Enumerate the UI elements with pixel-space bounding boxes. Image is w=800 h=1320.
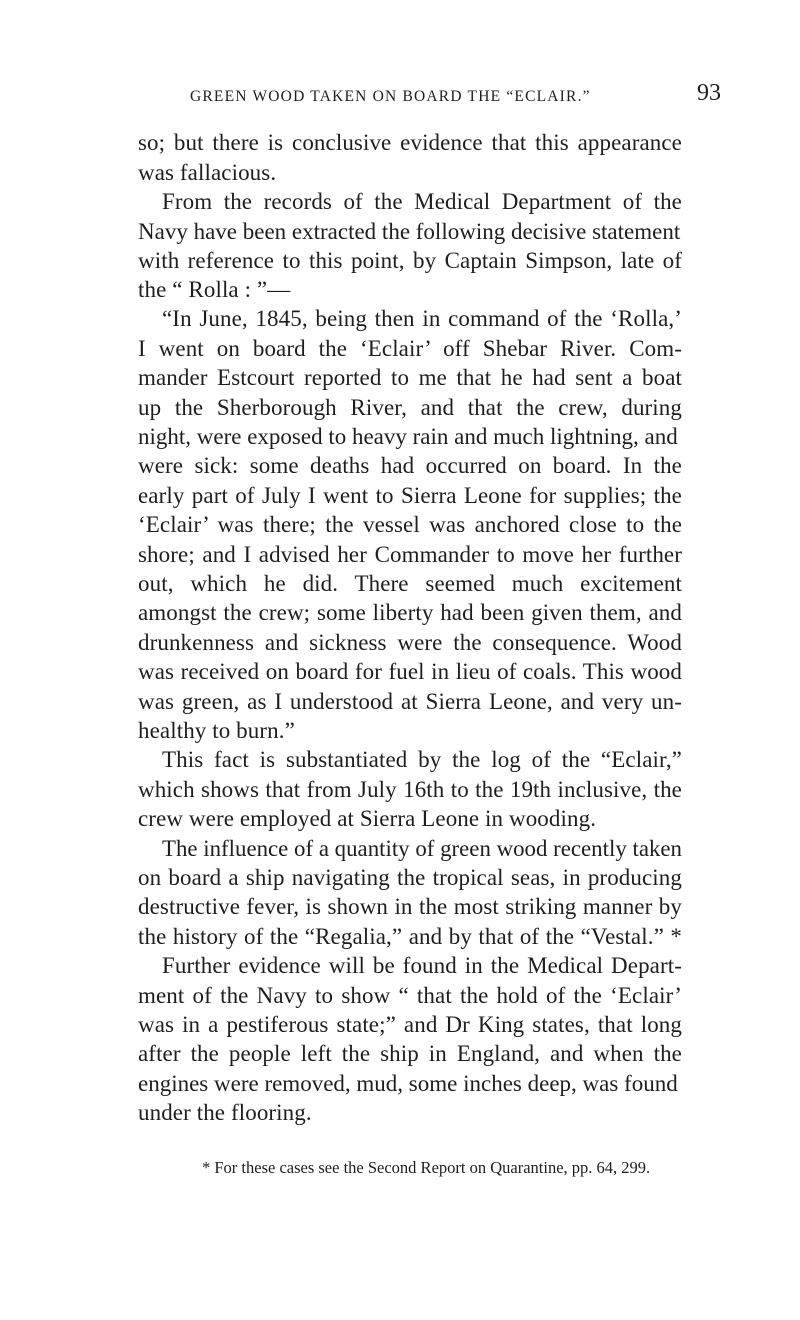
text-line: mander Estcourt reported to me that he had sent a boat (138, 365, 682, 390)
text-line: after the people left the ship in England, and when the (138, 1041, 682, 1066)
text-line: engines were removed, mud, some inches deep, was found (138, 1071, 678, 1096)
text-line: was green, as I understood at Sierra Leone, and very un- (138, 689, 682, 714)
text-line: ‘Eclair’ was there; the vessel was anchored close to the (138, 512, 682, 537)
text-line: was received on board for fuel in lieu of coals. This wood (138, 659, 682, 684)
text-line: night, were exposed to heavy rain and much lightning, and (138, 424, 678, 449)
text-line: healthy to burn.” (138, 718, 295, 743)
text-line: “In June, 1845, being then in command of the ‘Rolla,’ (162, 306, 682, 331)
text-line: was in a pestiferous state;” and Dr King states, that long (138, 1012, 682, 1037)
text-line: early part of July I went to Sierra Leone for supplies; the (138, 483, 682, 508)
text-line: was fallacious. (138, 160, 277, 185)
text-line: with reference to this point, by Captain Simpson, late of (138, 248, 682, 273)
text-line: out, which he did. There seemed much excitement (138, 571, 682, 596)
text-line: From the records of the Medical Department of the (162, 189, 682, 214)
page-number: 93 (697, 80, 721, 106)
text-line: Further evidence will be found in the Medical Depart- (162, 953, 682, 978)
text-line: the “ Rolla : ”— (138, 277, 291, 302)
text-line: on board a ship navigating the tropical seas, in producing (138, 865, 682, 890)
text-line: I went on board the ‘Eclair’ off Shebar River. Com- (138, 336, 682, 361)
text-line: were sick: some deaths had occurred on board. In the (138, 453, 682, 478)
text-line: crew were employed at Sierra Leone in wooding. (138, 806, 597, 831)
text-line: This fact is substantiated by the log of the “Eclair,” (162, 747, 682, 772)
text-line: drunkenness and sickness were the consequence. Wood (138, 630, 682, 655)
text-line: The influence of a quantity of green wood recently taken (162, 836, 682, 861)
text-line: Navy have been extracted the following decisive statement (138, 219, 681, 244)
text-line: destructive fever, is shown in the most striking manner by (138, 894, 682, 919)
text-line: shore; and I advised her Commander to move her further (138, 542, 682, 567)
footnote: * For these cases see the Second Report on Quarantine, pp. 64, 299. (202, 1158, 651, 1177)
text-line: so; but there is conclusive evidence that this appearance (138, 130, 682, 155)
running-header: GREEN WOOD TAKEN ON BOARD THE “ECLAIR.” (190, 88, 591, 105)
text-line: the history of the “Regalia,” and by that of the “Vestal.” * (138, 924, 682, 949)
text-line: which shows that from July 16th to the 19th inclusive, the (138, 777, 682, 802)
text-line: ment of the Navy to show “ that the hold of the ‘Eclair’ (138, 983, 682, 1008)
text-line: up the Sherborough River, and that the crew, during (138, 395, 682, 420)
text-line: under the flooring. (138, 1100, 312, 1125)
text-line: amongst the crew; some liberty had been given them, and (138, 600, 682, 625)
